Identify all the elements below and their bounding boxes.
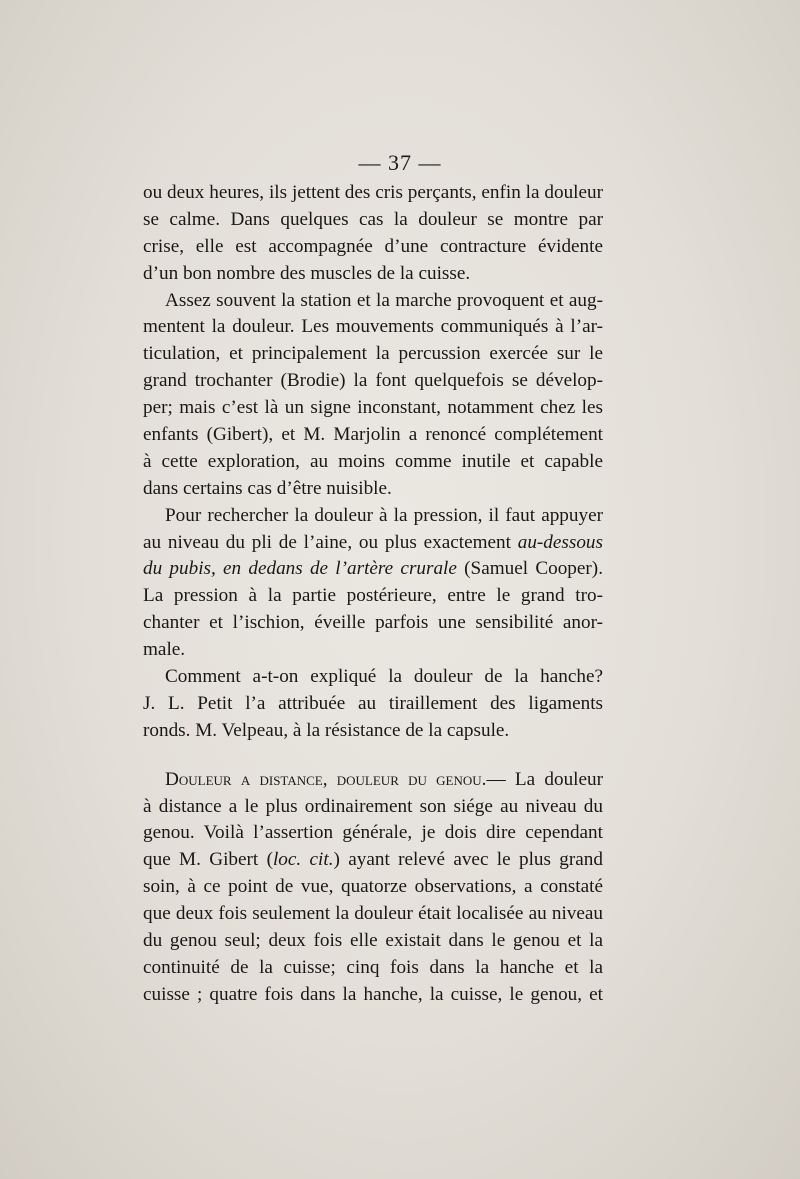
text-run: que M. Gibert ( <box>143 849 273 871</box>
italic-run: du pubis, en dedans de l’artère crurale <box>143 558 457 580</box>
text-line: cuisse ; quatre fois dans la hanche, la cuisse, le genou, et <box>143 983 603 1005</box>
text-line: dans certains cas d’être nuisible. <box>143 477 392 499</box>
text-line: d’un bon nombre des muscles de la cuisse. <box>143 262 471 284</box>
text-line: Pour rechercher la douleur à la pression, il faut appuyer <box>165 504 603 526</box>
paragraph-4 <box>143 664 603 745</box>
text-line <box>143 847 603 874</box>
text-line: du genou seul; deux fois elle existait dans le genou et la <box>143 930 603 952</box>
paragraph-1 <box>143 180 603 288</box>
citation: loc. cit. <box>272 849 334 871</box>
text-run: — La douleur <box>486 768 603 790</box>
text-line <box>143 767 603 794</box>
section-spacer <box>143 745 603 767</box>
text-line: continuité de la cuisse; cinq fois dans la hanche et la <box>143 956 603 978</box>
text-line: male. <box>143 639 186 661</box>
text-line: ticulation, et principalement la percussion exercée sur le <box>143 343 603 365</box>
paragraph-2 <box>143 288 603 503</box>
text-line: genou. Voilà l’assertion générale, je dois dire cependant <box>143 822 603 844</box>
text-line: à cette exploration, au moins comme inutile et capable <box>143 450 603 472</box>
text-line: J. L. Petit l’a attribuée au tiraillement des ligaments <box>143 692 603 714</box>
paragraph-5 <box>143 767 603 1009</box>
paragraph-3 <box>143 503 603 664</box>
text-line: La pression à la partie postérieure, entre le grand tro- <box>143 585 603 607</box>
text-run: au niveau du pli de l’aine, ou plus exactement <box>143 531 518 553</box>
section-heading: Douleur a distance, douleur du genou. <box>165 768 487 790</box>
page-number: — 37 — <box>358 150 442 175</box>
text-line: chanter et l’ischion, éveille parfois une sensibilité anor- <box>143 612 603 634</box>
text-run: ) ayant relevé avec le plus grand <box>333 849 603 871</box>
text-line: soin, à ce point de vue, quatorze observations, a constaté <box>143 876 603 898</box>
text-line: crise, elle est accompagnée d’une contracture évidente <box>143 235 603 257</box>
italic-run: au-dessous <box>517 531 603 553</box>
text-line: mentent la douleur. Les mouvements communiqués à l’ar- <box>143 316 603 338</box>
text-line: grand trochanter (Brodie) la font quelquefois se dévelop- <box>143 370 603 392</box>
text-line <box>143 556 603 583</box>
text-run: (Samuel Cooper). <box>456 558 603 580</box>
text-line: enfants (Gibert), et M. Marjolin a renoncé complétement <box>143 424 603 446</box>
text-line: per; mais c’est là un signe inconstant, notamment chez les <box>143 397 603 419</box>
text-line: se calme. Dans quelques cas la douleur se montre par <box>143 208 603 230</box>
text-line: Assez souvent la station et la marche provoquent et aug- <box>165 289 603 311</box>
text-line: ou deux heures, ils jettent des cris perçants, enfin la douleur <box>143 182 603 203</box>
text-line: ronds. M. Velpeau, à la résistance de la capsule. <box>143 719 510 741</box>
text-line: à distance a le plus ordinairement son siége au niveau du <box>143 795 603 817</box>
body-text <box>143 180 603 1009</box>
text-line <box>143 530 603 557</box>
text-line: Comment a-t-on expliqué la douleur de la hanche? <box>165 666 603 688</box>
text-line: que deux fois seulement la douleur était localisée au niveau <box>143 903 603 925</box>
